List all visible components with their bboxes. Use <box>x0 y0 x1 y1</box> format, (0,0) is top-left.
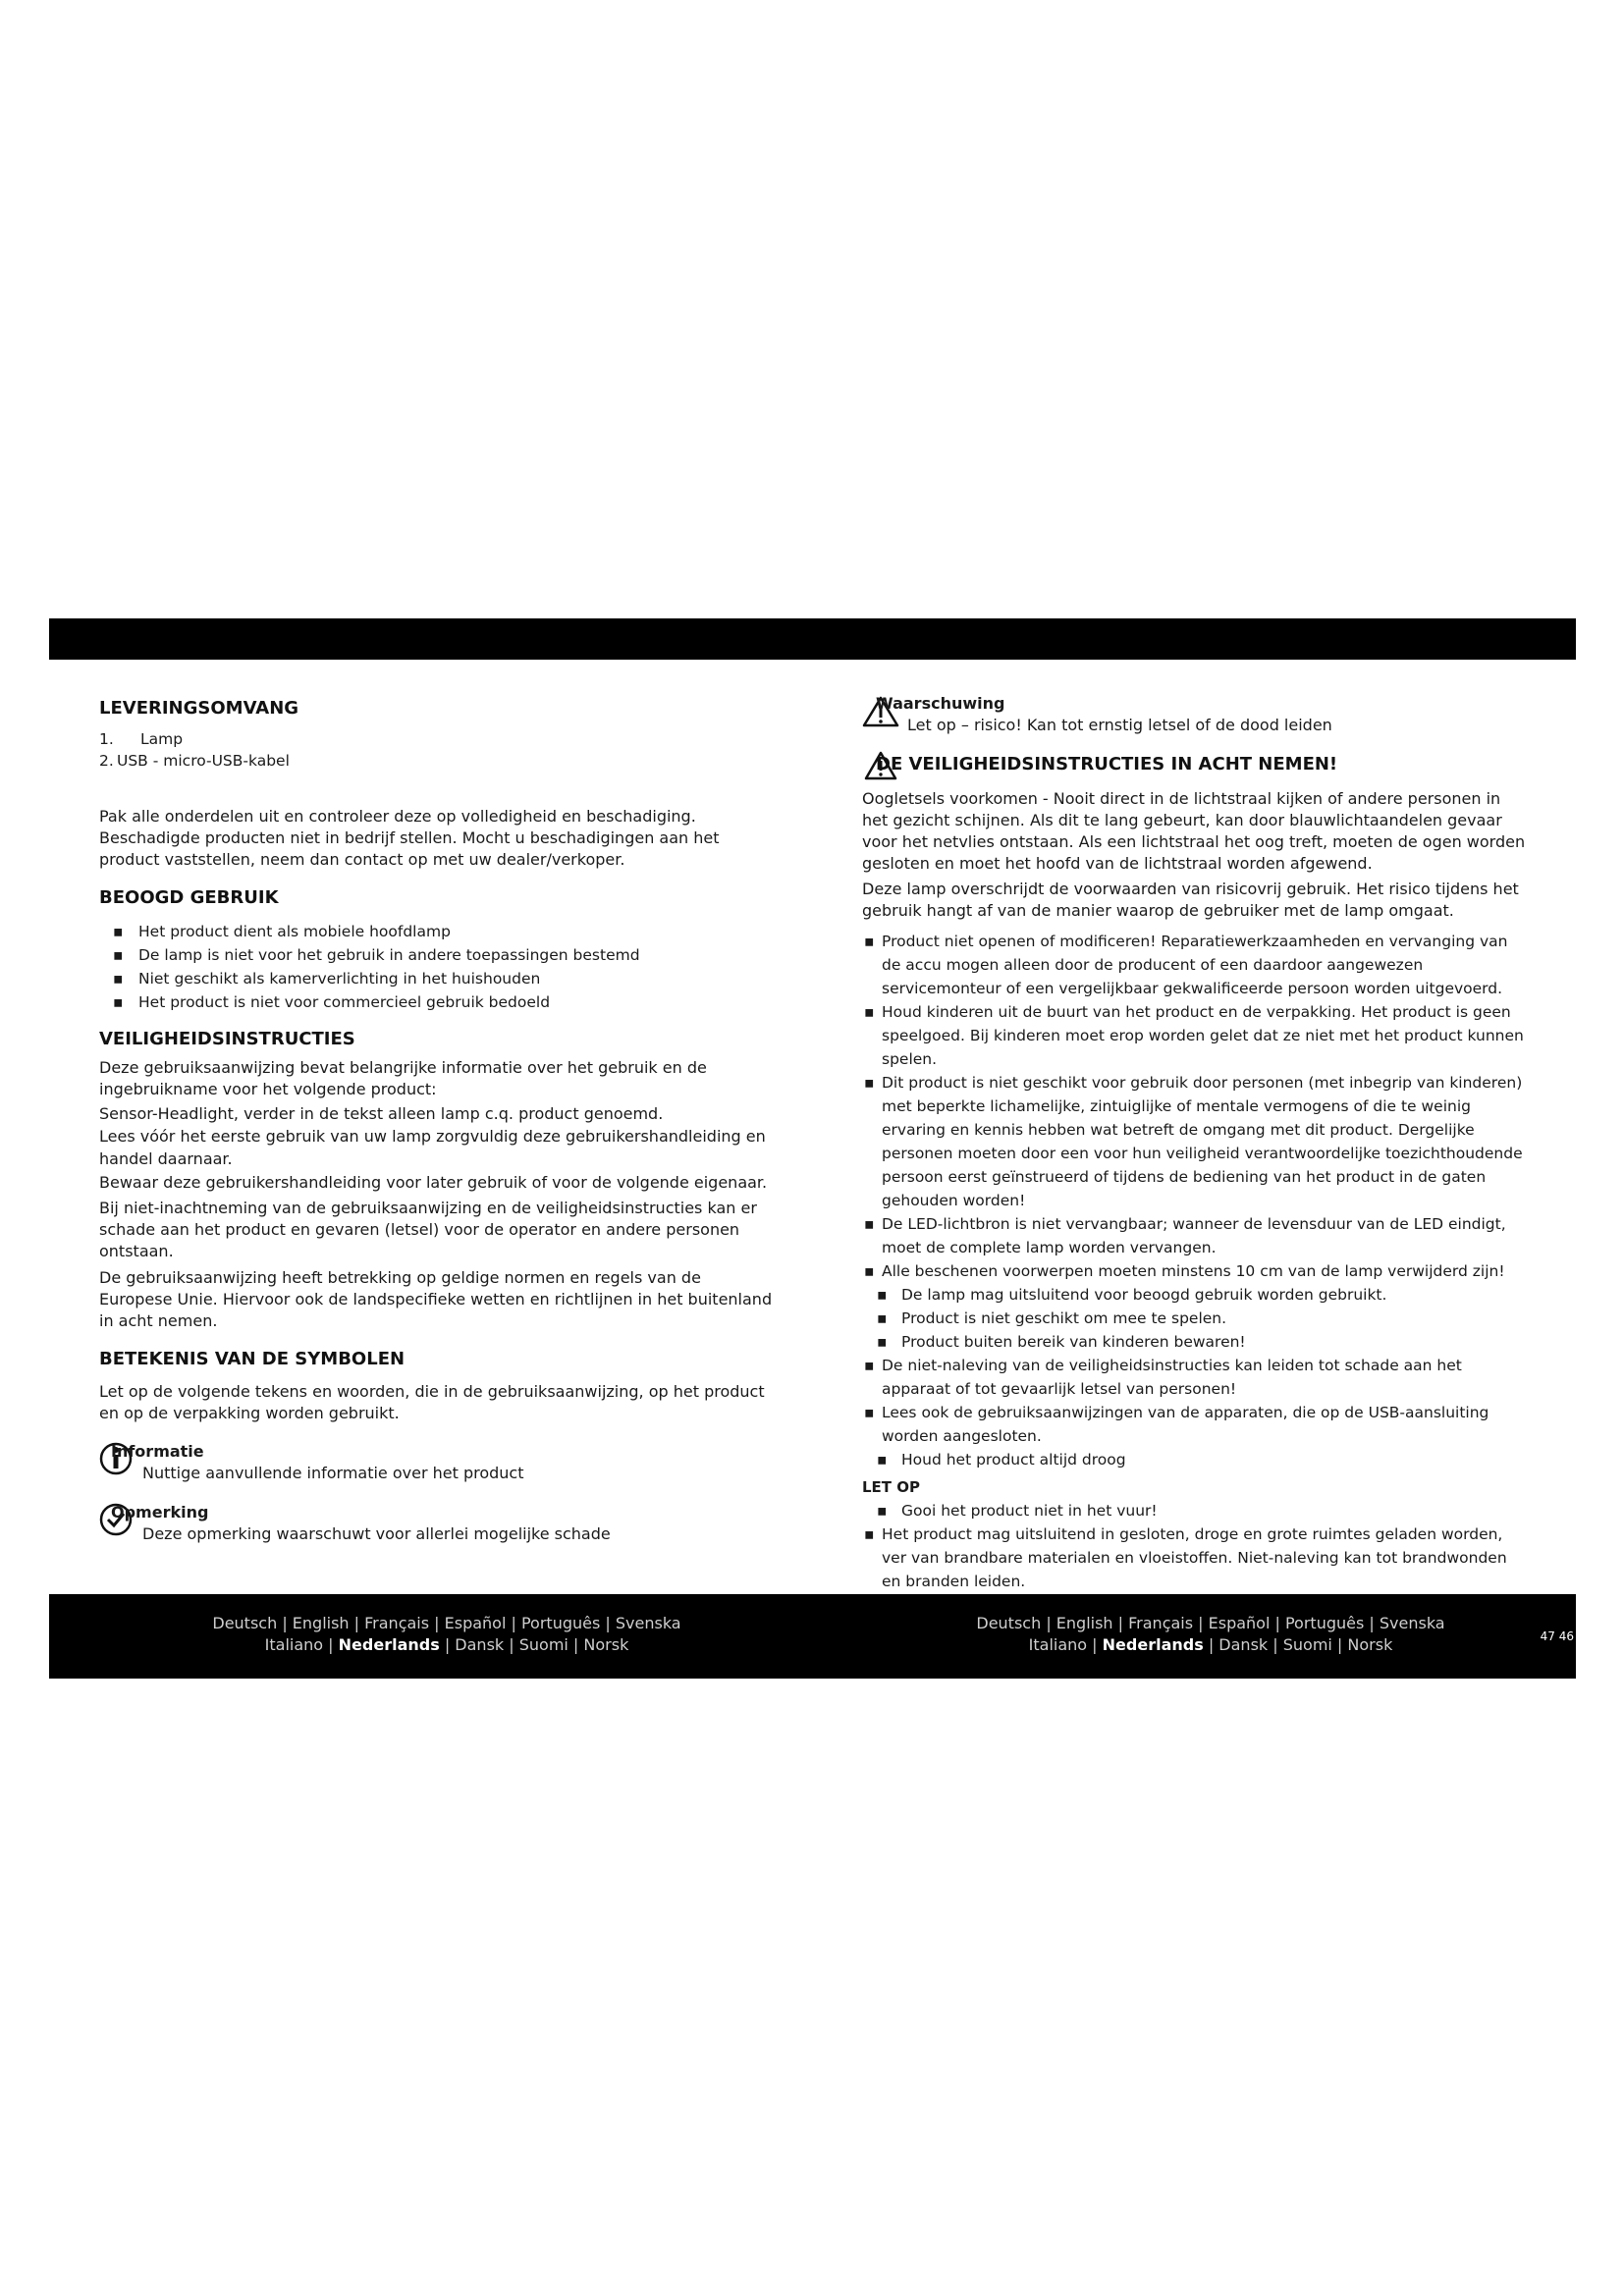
safety-paragraph: Sensor-Headlight, verder in de tekst alleen lamp c.q. product genoemd. <box>99 1104 664 1123</box>
footer-bar <box>49 1594 1576 1679</box>
safety-paragraph: Bij niet-inachtneming van de gebruiksaanwijzing en de veiligheidsinstructies kan er schade aan het product en gevaren (letsel) voor de operator en andere personen ontstaan. <box>99 1199 757 1260</box>
current-language[interactable]: Nederlands <box>338 1635 440 1654</box>
note-symbol-row <box>99 1503 777 1552</box>
symbols-intro: Let op de volgende tekens en woorden, die in de gebruiksaanwijzing, op het product en op de verpakking worden gebruikt. <box>99 1382 765 1422</box>
section-heading-row <box>862 753 1530 784</box>
note-text: Deze opmerking waarschuwt voor allerlei mogelijke schade <box>142 1524 611 1543</box>
list-item: ▪ Het product dient als mobiele hoofdlamp <box>99 920 777 943</box>
right-heading: DE VEILIGHEIDSINSTRUCTIES IN ACHT NEMEN! <box>876 754 1338 774</box>
list-item: ▪ Lees ook de gebruiksaanwijzingen van de apparaten, die op de USB-aansluiting worden aangesloten. <box>862 1401 1530 1448</box>
symbols-heading: BETEKENIS VAN DE SYMBOLEN <box>99 1349 406 1369</box>
list-item: ▪ Het product mag uitsluitend in gesloten, droge en grote ruimtes geladen worden, ver van brandbare materialen en vloeistoffen. Niet-naleving kan tot brandwonden en branden leiden. <box>862 1522 1530 1593</box>
list-item: ▪ Het product is niet voor commercieel gebruik bedoeld <box>99 990 777 1014</box>
list-item: ▪ De niet-naleving van de veiligheidsinstructies kan leiden tot schade aan het apparaat of tot gevaarlijk letsel van personen! <box>862 1354 1530 1401</box>
list-item: ▪ Product niet openen of modificeren! Reparatiewerkzaamheden en vervanging van de accu mogen alleen door de producent of een daardoor aangewezen servicemonteur of een vergelijkbaar gekwalificeerde persoon worden uitgevoerd. <box>862 930 1530 1000</box>
language-line[interactable]: Deutsch | English | Français | Español | Português | Svenska <box>976 1614 1445 1632</box>
right-paragraph: Oogletsels voorkomen - Nooit direct in de lichtstraal kijken of andere personen in het gezicht schijnen. Als dit te lang gebeurt, kan door blauwlichtaandelen gevaar voor het netvlies ontstaan. Als een lichtstraal het oog treft, moeten de ogen worden gesloten en moet het hoofd van de lichtstraal worden afgewend. <box>862 789 1526 873</box>
list-item: ▪ De LED-lichtbron is niet vervangbaar; wanneer de levensduur van de LED eindigt, moet de complete lamp worden vervangen. <box>862 1212 1530 1259</box>
language-line: Italiano | Nederlands | Dansk | Suomi | Norsk <box>264 1635 629 1654</box>
language-line[interactable]: Deutsch | English | Français | Español | Português | Svenska <box>212 1614 681 1632</box>
language-menu-right <box>916 1613 1505 1656</box>
safety-paragraph: Deze gebruiksaanwijzing bevat belangrijke informatie over het gebruik en de ingebruikname voor het volgende product: <box>99 1058 707 1098</box>
list-item: ▪ Product buiten bereik van kinderen bewaren! <box>862 1330 1530 1354</box>
info-text: Nuttige aanvullende informatie over het product <box>142 1464 524 1482</box>
list-item: ▪ Alle beschenen voorwerpen moeten minstens 10 cm van de lamp verwijderd zijn! <box>862 1259 1530 1283</box>
safety-heading: VEILIGHEIDSINSTRUCTIES <box>99 1029 355 1049</box>
info-symbol-row <box>99 1442 777 1491</box>
scope-note: Pak alle onderdelen uit en controleer deze op volledigheid en beschadiging. Beschadigde producten niet in bedrijf stellen. Mocht u beschadigingen aan het product vaststellen, neem dan contact op met uw dealer/verkoper. <box>99 807 720 869</box>
warning-text: Let op – risico! Kan tot ernstig letsel of de dood leiden <box>907 716 1332 734</box>
left-column <box>99 687 777 1552</box>
safety-paragraph: Lees vóór het eerste gebruik van uw lamp zorgvuldig deze gebruikershandleiding en handel daarnaar. <box>99 1127 766 1168</box>
list-item: ▪ Niet geschikt als kamerverlichting in het huishouden <box>99 967 777 990</box>
intended-use-heading: BEOOGD GEBRUIK <box>99 887 279 908</box>
language-menu-left <box>152 1613 741 1656</box>
warning-title: Waarschuwing <box>876 694 1005 713</box>
list-item: ▪ Houd het product altijd droog <box>862 1448 1530 1471</box>
language-line: Italiano | Nederlands | Dansk | Suomi | Norsk <box>1028 1635 1393 1654</box>
top-black-bar <box>49 618 1576 660</box>
list-item: ▪ De lamp mag uitsluitend voor beoogd gebruik worden gebruikt. <box>862 1283 1530 1307</box>
scope-item: 2. USB - micro-USB-kabel <box>99 752 290 770</box>
safety-paragraph: De gebruiksaanwijzing heeft betrekking op geldige normen en regels van de Europese Unie. Hiervoor ook de landspecifieke wetten en richtlijnen in het buitenland in acht nemen. <box>99 1268 773 1330</box>
list-item: ▪ Gooi het product niet in het vuur! <box>862 1499 1530 1522</box>
current-language[interactable]: Nederlands <box>1102 1635 1204 1654</box>
list-item: ▪ Dit product is niet geschikt voor gebruik door personen (met inbegrip van kinderen) met beperkte lichamelijke, zintuiglijke of mentale vermogens of die te weinig ervaring en kennis hebben wat betreft de omgang met dit product. Dergelijke personen moeten door een voor hun veiligheid verantwoordelijke toezichthoudende persoon eerst geïnstrueerd of tijdens de bediening van het product in de gaten gehouden worden! <box>862 1071 1530 1212</box>
note-title: Opmerking <box>111 1503 209 1522</box>
intended-use-list <box>99 920 777 1014</box>
letop-heading: LET OP <box>862 1478 921 1496</box>
list-item: ▪ De lamp is niet voor het gebruik in andere toepassingen bestemd <box>99 943 777 967</box>
scope-item: 1. Lamp <box>99 730 184 748</box>
right-paragraph: Deze lamp overschrijdt de voorwaarden van risicovrij gebruik. Het risico tijdens het gebruik hangt af van de manier waarop de gebruiker met de lamp omgaat. <box>862 880 1519 920</box>
page-numbers: 47 46 <box>1540 1629 1574 1643</box>
right-safety-list <box>862 930 1530 1471</box>
list-item: ▪ Houd kinderen uit de buurt van het product en de verpakking. Het product is geen speelgoed. Bij kinderen moet erop worden gelet dat ze niet met het product kunnen spelen. <box>862 1000 1530 1071</box>
scope-list <box>99 728 777 772</box>
scope-heading: LEVERINGSOMVANG <box>99 698 299 719</box>
list-item: ▪ Product is niet geschikt om mee te spelen. <box>862 1307 1530 1330</box>
letop-list <box>862 1499 1530 1593</box>
warning-row <box>862 694 1530 741</box>
right-column <box>862 694 1530 1593</box>
safety-paragraph: Bewaar deze gebruikershandleiding voor later gebruik of voor de volgende eigenaar. <box>99 1173 768 1192</box>
info-title: Informatie <box>111 1442 204 1461</box>
